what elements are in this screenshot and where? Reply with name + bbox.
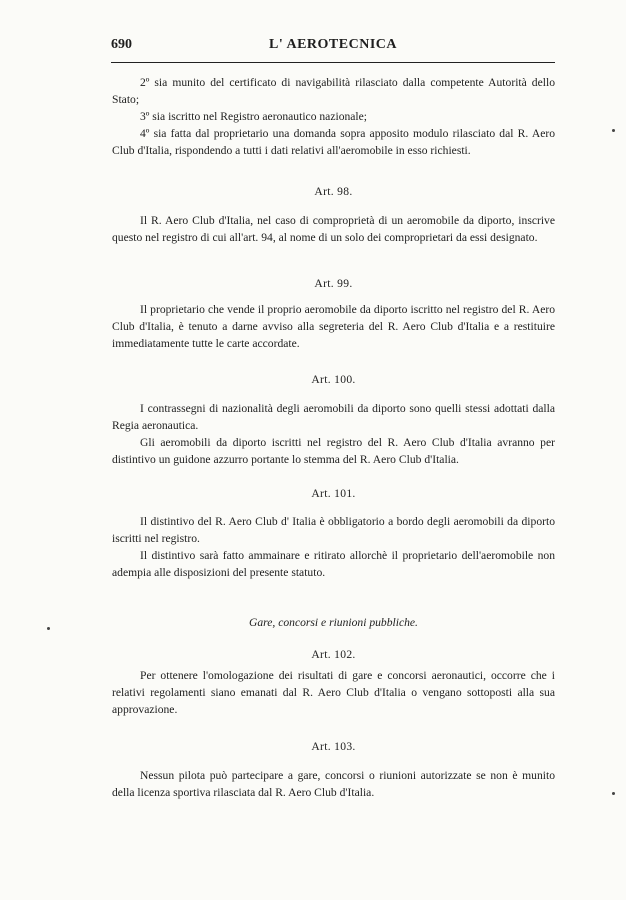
paragraph: Il distintivo del R. Aero Club d' Italia è obbligatorio a bordo degli aeromobili da diporto iscritti nel registro. <box>112 515 555 545</box>
margin-speck <box>612 129 615 132</box>
article-heading: Art. 102. <box>311 648 356 661</box>
paragraph: Il distintivo sarà fatto ammainare e ritirato allorchè il proprietario dell'aeromobile non adempia alle disposizioni del presente statuto. <box>112 549 555 579</box>
intro-text <box>112 74 555 159</box>
article-heading: Art. 103. <box>311 740 356 753</box>
paragraph: 3º sia iscritto nel Registro aeronautico nazionale; <box>140 110 368 123</box>
article-text <box>112 212 555 246</box>
article-text <box>112 667 555 718</box>
paragraph: Gli aeromobili da diporto iscritti nel registro del R. Aero Club d'Italia avranno per distintivo un guidone azzurro portante lo stemma del R. Aero Club d'Italia. <box>112 436 555 466</box>
article-text <box>112 400 555 468</box>
margin-speck <box>47 627 50 630</box>
paragraph: Il proprietario che vende il proprio aeromobile da diporto iscritto nel registro del R. Aero Club d'Italia, è tenuto a darne avviso alla segreteria del R. Aero Club d'Italia e a restituire immediatamente tutte le carte accordate. <box>112 303 555 350</box>
running-title: L' AEROTECNICA <box>269 37 397 52</box>
paragraph: 2º sia munito del certificato di navigabilità rilasciato dalla competente Autorità dello Stato; <box>112 76 555 106</box>
article-text <box>112 301 555 352</box>
margin-speck <box>612 792 615 795</box>
page-number: 690 <box>111 37 132 52</box>
page-header <box>111 37 555 57</box>
section-title: Gare, concorsi e riunioni pubbliche. <box>249 616 418 629</box>
paragraph: Per ottenere l'omologazione dei risultati di gare e concorsi aeronautici, occorre che i relativi regolamenti siano emanati dal R. Aero Club d'Italia o vengano sottoposti alla sua approvazione. <box>112 669 555 716</box>
article-heading: Art. 101. <box>311 487 356 500</box>
paragraph: I contrassegni di nazionalità degli aeromobili da diporto sono quelli stessi adottati dalla Regia aeronautica. <box>112 402 555 432</box>
paragraph: 4º sia fatta dal proprietario una domanda sopra apposito modulo rilasciato dal R. Aero Club d'Italia, rispondendo a tutti i dati relativi all'aeromobile in esso richiesti. <box>112 127 555 157</box>
article-text <box>112 513 555 581</box>
article-heading: Art. 99. <box>314 277 353 290</box>
paragraph: Nessun pilota può partecipare a gare, concorsi o riunioni autorizzate se non è munito della licenza sportiva rilasciata dal R. Aero Club d'Italia. <box>112 769 555 799</box>
article-heading: Art. 98. <box>314 185 353 198</box>
article-heading: Art. 100. <box>311 373 356 386</box>
paragraph: Il R. Aero Club d'Italia, nel caso di comproprietà di un aeromobile da diporto, inscrive questo nel registro di cui all'art. 94, al nome di un solo dei comproprietari da essi designato. <box>112 214 555 244</box>
header-rule <box>111 62 555 63</box>
article-text <box>112 767 555 801</box>
